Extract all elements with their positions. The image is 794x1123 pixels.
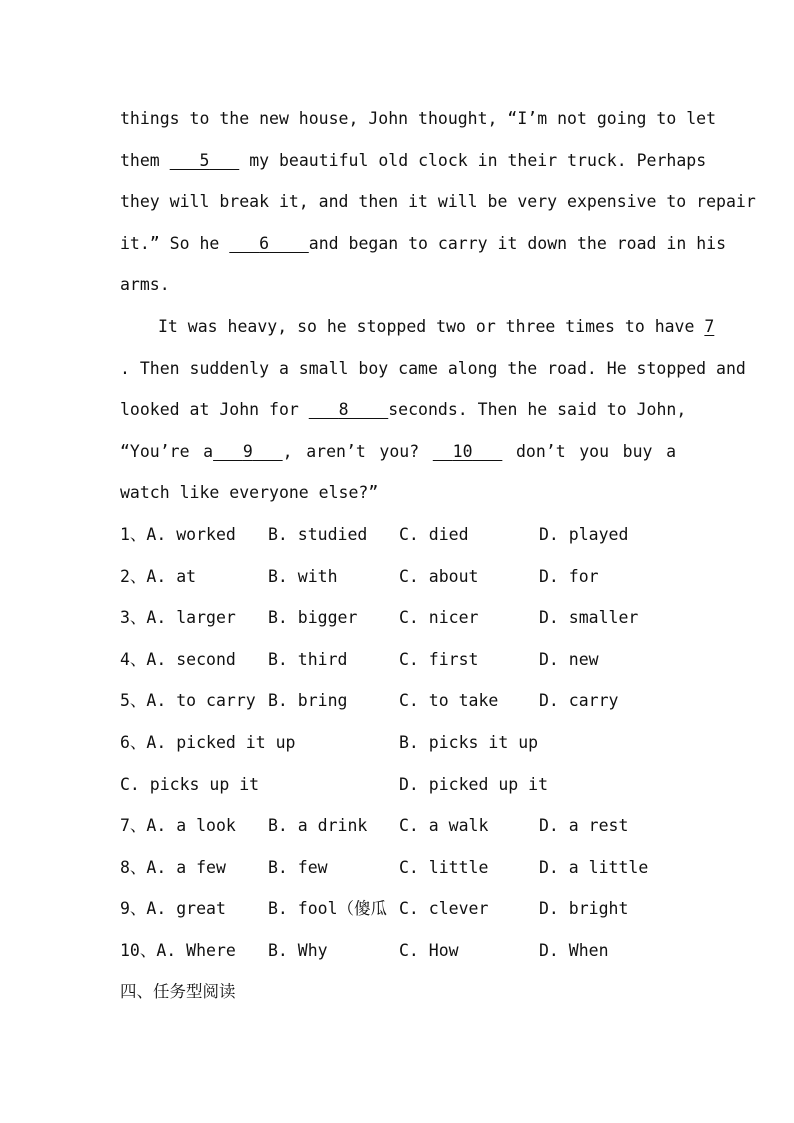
section-heading: 四、任务型阅读 — [120, 982, 236, 1002]
option-c: C. first — [399, 649, 479, 669]
option-c: C. about — [399, 566, 479, 586]
option-d: D. a little — [539, 857, 649, 877]
passage-text: it.” So he — [120, 233, 220, 253]
passage-line-9 — [120, 431, 676, 473]
passage-line-5: arms. — [120, 275, 170, 295]
question-3-options — [120, 597, 676, 639]
option-d: D. new — [539, 649, 599, 669]
option-a: 8、A. a few — [120, 857, 226, 877]
passage-text: them — [120, 150, 160, 170]
option-a: 5、A. to carry — [120, 691, 256, 711]
question-5-options — [120, 680, 676, 722]
option-b: B. fool（傻瓜 — [268, 899, 388, 919]
passage-text: don’t you buy a — [515, 441, 677, 461]
question-8-options — [120, 847, 676, 889]
option-c: C. died — [399, 524, 469, 544]
passage-line-3: they will break it, and then it will be very expensive to repair — [120, 192, 756, 212]
option-d: D. smaller — [539, 608, 639, 628]
passage-line-1: things to the new house, John thought, “I’m not going to let — [120, 109, 717, 128]
option-d: D. for — [539, 566, 599, 586]
option-a: 2、A. at — [120, 566, 197, 586]
option-a: 1、A. worked — [120, 524, 236, 544]
passage-line-7: . Then suddenly a small boy came along the road. He stopped and — [120, 358, 746, 378]
passage-line-4 — [120, 223, 727, 265]
option-d: D. bright — [539, 899, 629, 919]
option-b: B. third — [268, 649, 348, 669]
passage-text: looked at John for — [120, 400, 299, 420]
option-d: D. picked up it — [399, 774, 549, 794]
question-9-options — [120, 888, 676, 930]
option-a: 7、A. a look — [120, 816, 236, 836]
option-b: B. with — [268, 566, 338, 586]
blank-9: 9 — [242, 441, 253, 461]
option-c: C. clever — [399, 899, 489, 919]
option-d: D. played — [539, 524, 629, 544]
question-6-options-row-2 — [120, 764, 676, 806]
option-d: D. a rest — [539, 816, 629, 836]
passage-text: It was heavy, so he stopped two or three times to have — [158, 316, 695, 336]
option-b: B. Why — [268, 940, 328, 960]
option-d: D. carry — [539, 691, 619, 711]
option-b: B. few — [268, 857, 328, 877]
passage-text: seconds. Then he said to John, — [388, 400, 687, 420]
option-c: C. How — [399, 940, 459, 960]
option-a: 9、A. great — [120, 899, 226, 919]
question-2-options — [120, 556, 676, 598]
question-10-options — [120, 930, 676, 972]
passage-line-6 — [120, 306, 715, 348]
option-b: B. a drink — [268, 816, 368, 836]
option-b: B. studied — [268, 524, 368, 544]
blank-6: 6 — [259, 233, 270, 253]
option-c: C. to take — [399, 691, 499, 711]
option-a: 6、A. picked it up — [120, 732, 296, 752]
option-d: D. When — [539, 940, 609, 960]
passage-text: and began to carry it down the road in his — [308, 233, 727, 253]
blank-8: 8 — [338, 400, 349, 420]
document-page — [120, 98, 756, 1013]
question-1-options — [120, 514, 676, 556]
option-b: B. bigger — [268, 608, 358, 628]
blank-5: 5 — [199, 150, 210, 170]
option-b: B. picks it up — [399, 732, 539, 752]
option-c: C. little — [399, 857, 489, 877]
option-a: 3、A. larger — [120, 608, 236, 628]
passage-text: “You’re a — [120, 441, 214, 461]
option-c: C. picks up it — [120, 774, 260, 794]
passage-text: , aren’t you? — [282, 441, 420, 461]
option-c: C. nicer — [399, 608, 479, 628]
blank-7: 7 — [704, 316, 715, 336]
question-6-options-row-1 — [120, 722, 676, 764]
blank-10: 10 — [452, 441, 473, 461]
option-a: 10、A. Where — [120, 940, 236, 960]
question-7-options — [120, 805, 676, 847]
option-a: 4、A. second — [120, 649, 236, 669]
question-4-options — [120, 639, 676, 681]
passage-text: my beautiful old clock in their truck. Perhaps — [249, 150, 707, 170]
passage-line-8 — [120, 389, 687, 431]
passage-line-10: watch like everyone else?” — [120, 483, 379, 503]
passage-line-2 — [120, 140, 707, 182]
option-b: B. bring — [268, 691, 348, 711]
option-c: C. a walk — [399, 816, 489, 836]
